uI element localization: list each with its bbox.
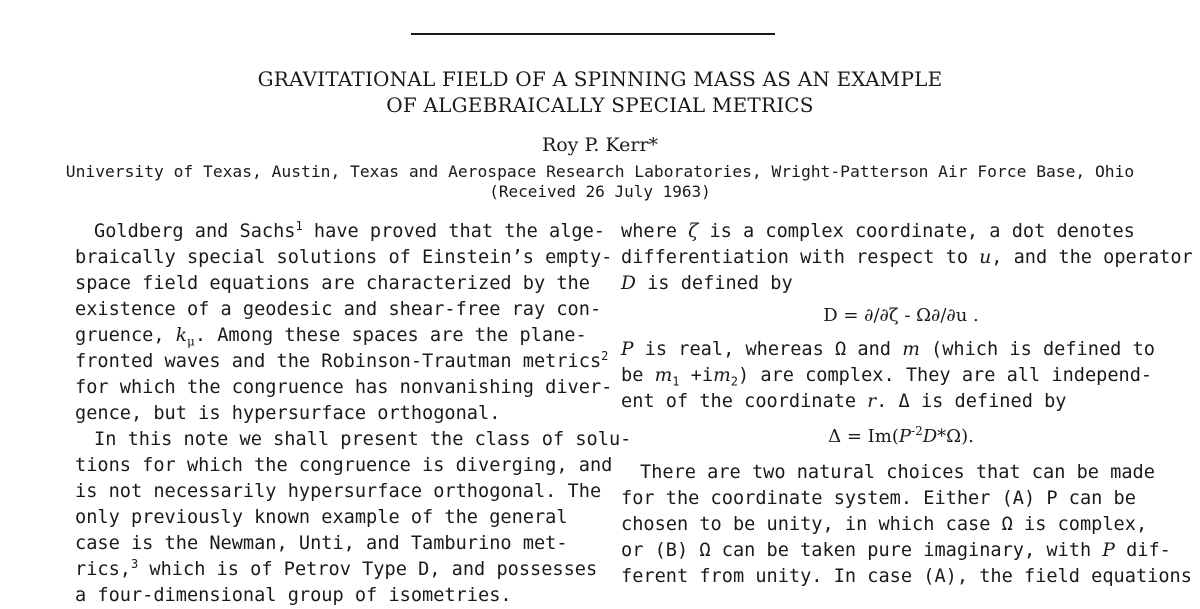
text-line: existence of a geodesic and shear-free ray con- [75,299,602,320]
author-affiliation: University of Texas, Austin, Texas and Aerospace Research Laboratories, Wright-Patterson Air Force Base, Ohio [65,162,1135,181]
received-date: (Received 26 July 1963) [489,182,711,201]
text-line: space field equations are characterized by the [75,273,590,294]
text-line: only previously known example of the general [75,507,568,528]
text-line: fronted waves and the Robinson-Trautman metrics$^2$ [75,348,609,372]
text-line: is not necessarily hypersurface orthogonal. The [75,481,602,502]
math-zeta: ζ [688,221,699,242]
paper-title [0,66,1200,118]
math-P: P [621,339,634,360]
math-k: k [175,325,188,346]
text-line: P is real, whereas Ω and m (which is defined to [621,339,1155,360]
math-mu: μ [187,334,195,349]
math-u: u [979,247,992,268]
title-line-2: OF ALGEBRAICALLY SPECIAL METRICS [386,93,814,117]
text-line: In this note we shall present the class of solu- [94,429,632,450]
math-m: m [902,339,920,360]
text-line: ent of the coordinate r. Δ is defined by [621,391,1067,412]
text-line: braically special solutions of Einstein’s empty- [75,247,613,268]
equation-D-operator: D = ∂/∂ζ - Ω∂/∂u . [823,305,979,326]
text-line: gruence, $k_\mu$. Among these spaces are the plane- [75,325,587,349]
text-line: ferent from unity. In case (A), the field equations [621,566,1192,587]
text-line: D is defined by [621,273,793,294]
text-line: rics,$^3$ which is of Petrov Type D, and possesses [75,556,598,580]
author-name: Roy P. Kerr* [541,134,659,156]
text-line: or (B) Ω can be taken pure imaginary, with P dif- [621,540,1171,561]
title-line-1: GRAVITATIONAL FIELD OF A SPINNING MASS AS AN EXAMPLE [257,67,943,91]
text-line: case is the Newman, Unti, and Tamburino met- [75,533,568,554]
equation-delta: $\Delta = Im(P^{-2}D*\Omega)$. [828,424,974,447]
header-rule [411,33,775,35]
text-line: where ζ is a complex coordinate, a dot denotes [621,221,1135,242]
text-line: for the coordinate system. Either (A) P can be [621,488,1136,509]
text-line: There are two natural choices that can be made [640,462,1155,483]
text-line: a four-dimensional group of isometries. [75,585,512,606]
math-r: r [867,391,877,412]
math-D: D [621,273,636,294]
text-line: be $m_1 +im_2$) are complex. They are all independ- [621,365,1153,389]
footnote-ref[interactable]: 3 [130,556,139,571]
footnote-ref[interactable]: 1 [295,218,303,233]
text-line: Goldberg and Sachs$^1$ have proved that the alge- [94,218,605,242]
text-line: differentiation with respect to u, and the operator [621,247,1193,268]
left-column [75,218,632,609]
text-line: chosen to be unity, in which case Ω is complex, [621,514,1148,535]
right-column [621,219,1193,590]
text-line: tions for which the congruence is diverging, and [75,455,613,476]
math-P: P [1102,540,1115,561]
text-line: gence, but is hypersurface orthogonal. [75,403,501,424]
footnote-ref[interactable]: 2 [601,348,609,363]
text-line: for which the congruence has nonvanishing diver- [75,377,613,398]
